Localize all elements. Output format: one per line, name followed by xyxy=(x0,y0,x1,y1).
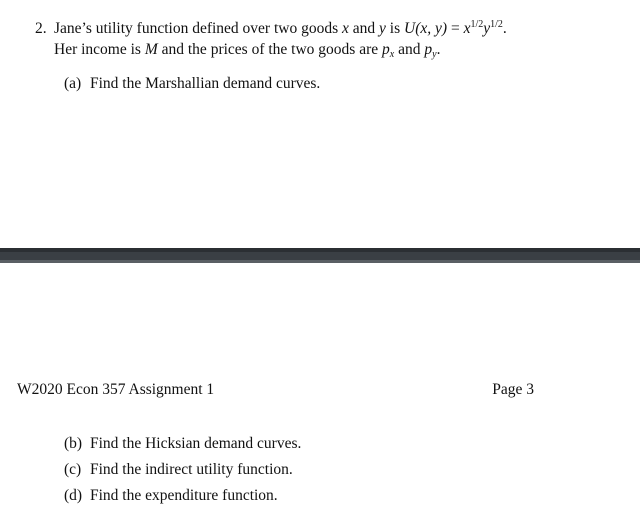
part-d xyxy=(64,487,278,505)
question-line-2 xyxy=(54,39,440,60)
page-break-shadow xyxy=(0,260,640,263)
math-var-y: y xyxy=(379,20,386,37)
question-text: . xyxy=(502,20,507,37)
question-text: Her income is xyxy=(54,41,145,58)
part-label: (d) xyxy=(64,487,83,504)
math-subscript-y: y xyxy=(432,49,437,60)
part-text: Find the indirect utility function. xyxy=(90,461,293,478)
question-text: . xyxy=(436,41,441,58)
math-args: (x, y) xyxy=(415,20,448,37)
question-number: 2. xyxy=(35,20,47,37)
part-a xyxy=(64,75,320,93)
part-text: Find the Marshallian demand curves. xyxy=(90,75,321,92)
part-label: (c) xyxy=(64,461,82,478)
math-base-y: y xyxy=(483,20,491,37)
math-func-u: U xyxy=(404,20,416,37)
footer-page-number: Page 3 xyxy=(492,381,534,398)
math-var-x: x xyxy=(342,20,349,37)
part-label: (b) xyxy=(64,435,83,452)
math-exponent-x: 1/2 xyxy=(470,19,484,30)
part-text: Find the Hicksian demand curves. xyxy=(90,435,302,452)
math-income-m: M xyxy=(144,41,158,58)
question-text: and xyxy=(394,41,425,58)
part-c xyxy=(64,461,293,479)
math-equals: = xyxy=(447,20,464,37)
question-text: is xyxy=(385,20,405,37)
footer-course-label: W2020 Econ 357 Assignment 1 xyxy=(17,381,215,398)
part-b xyxy=(64,435,301,453)
math-base-x: x xyxy=(463,20,471,37)
math-price-py: p xyxy=(424,41,433,58)
question-text: Jane’s utility function defined over two goods xyxy=(54,20,342,37)
page-break-shadow xyxy=(0,248,640,252)
part-label: (a) xyxy=(64,75,82,92)
page-break-bar xyxy=(0,248,640,263)
math-subscript-x: x xyxy=(389,49,395,60)
question-text: and xyxy=(348,20,380,37)
math-price-px: p xyxy=(382,41,390,58)
question-line-1 xyxy=(54,18,507,39)
math-exponent-y: 1/2 xyxy=(490,19,503,30)
part-text: Find the expenditure function. xyxy=(90,487,278,504)
question-text: and the prices of the two goods are xyxy=(157,41,383,58)
